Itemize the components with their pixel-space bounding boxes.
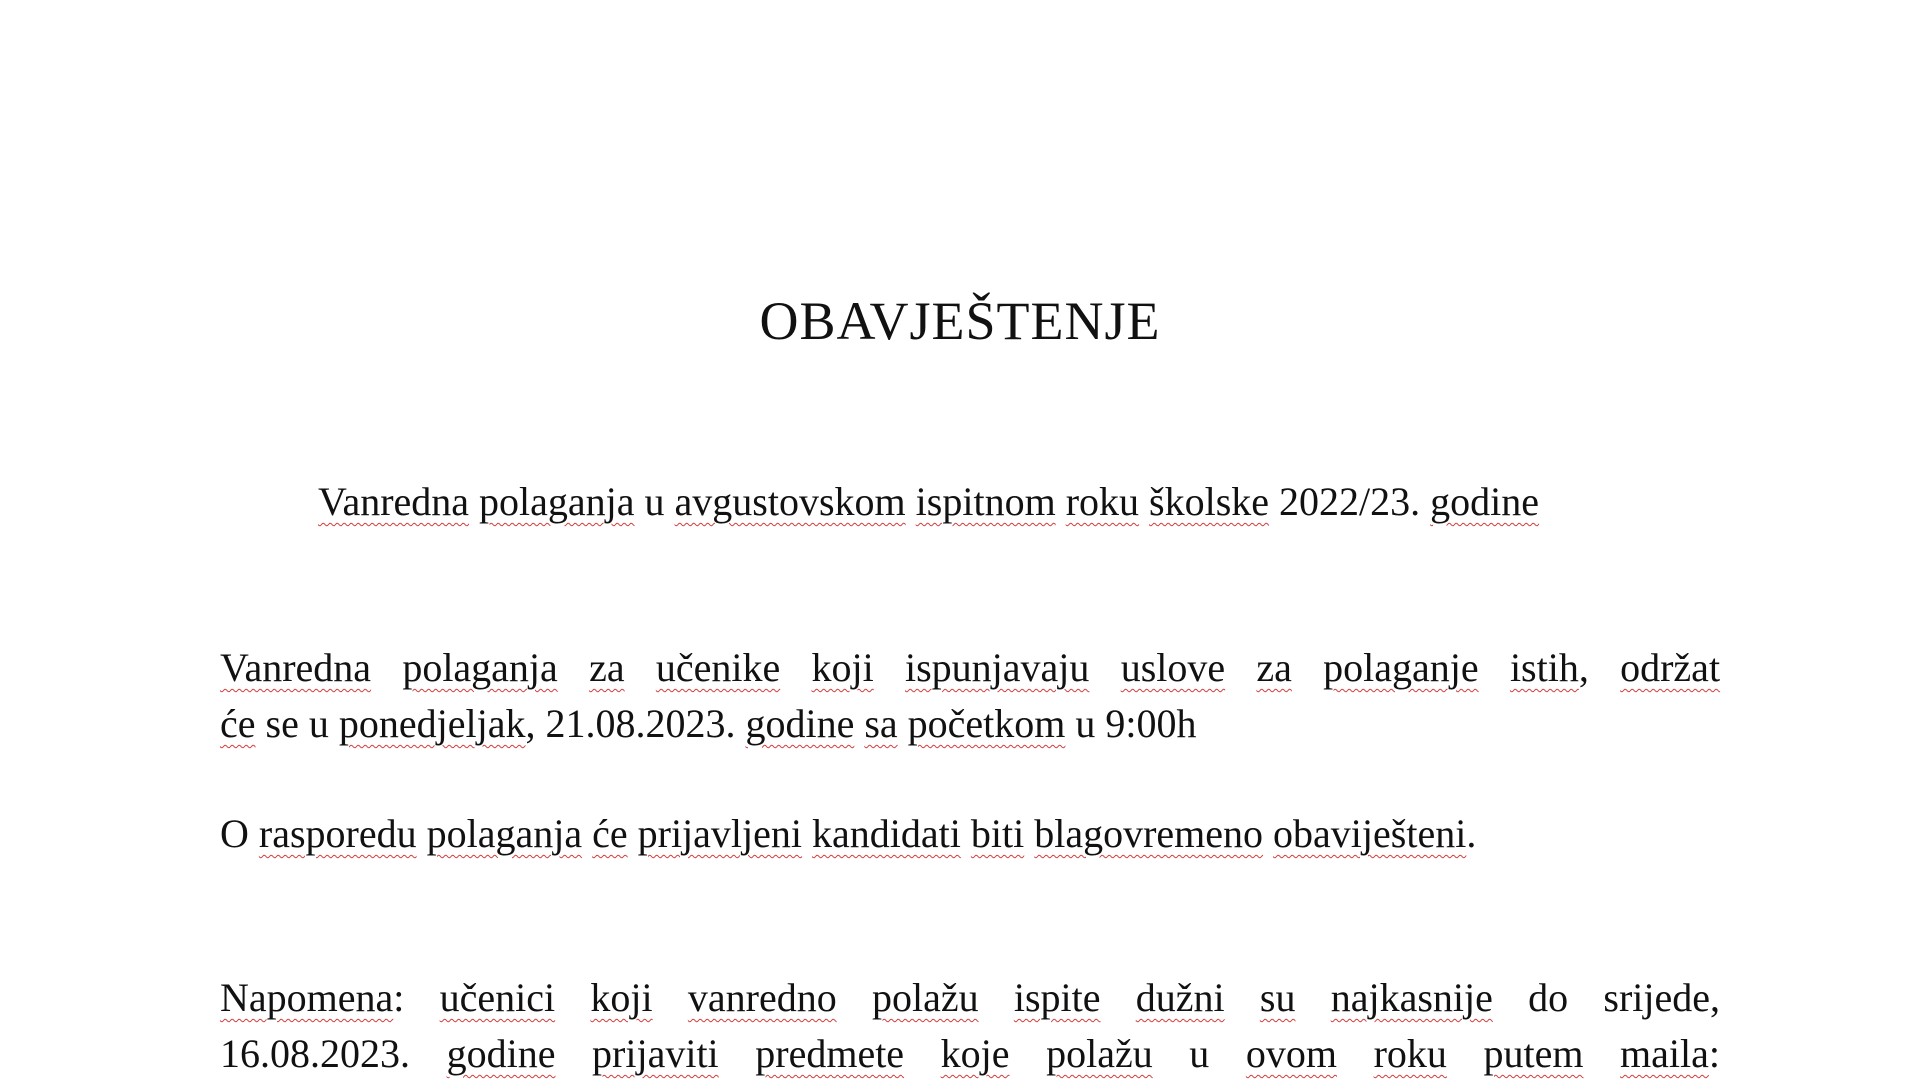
paragraph-note	[220, 970, 1720, 1082]
paragraph-schedule-notice: O rasporedu polaganja će prijavljeni kandidati biti blagovremeno obaviješteni.	[220, 811, 1477, 856]
paragraph-exam-date-line1: Vanredna polaganja za učenike koji ispunjavaju uslove za polaganje istih, održat	[220, 645, 1721, 690]
paragraph-note-line2: 16.08.2023. godine prijaviti predmete koje polažu u ovom roku putem maila:	[220, 1031, 1721, 1076]
document-subtitle: Vanredna polaganja u avgustovskom ispitnom roku školske 2022/23. godine	[318, 479, 1540, 524]
paragraph-exam-date	[220, 640, 1720, 752]
paragraph-exam-date-line2: će se u ponedjeljak, 21.08.2023. godine sa početkom u 9:00h	[220, 701, 1197, 746]
paragraph-note-line1: Napomena: učenici koji vanredno polažu ispite dužni su najkasnije do srijede,	[220, 975, 1720, 1020]
document-title: OBAVJEŠTENJE	[759, 291, 1161, 351]
